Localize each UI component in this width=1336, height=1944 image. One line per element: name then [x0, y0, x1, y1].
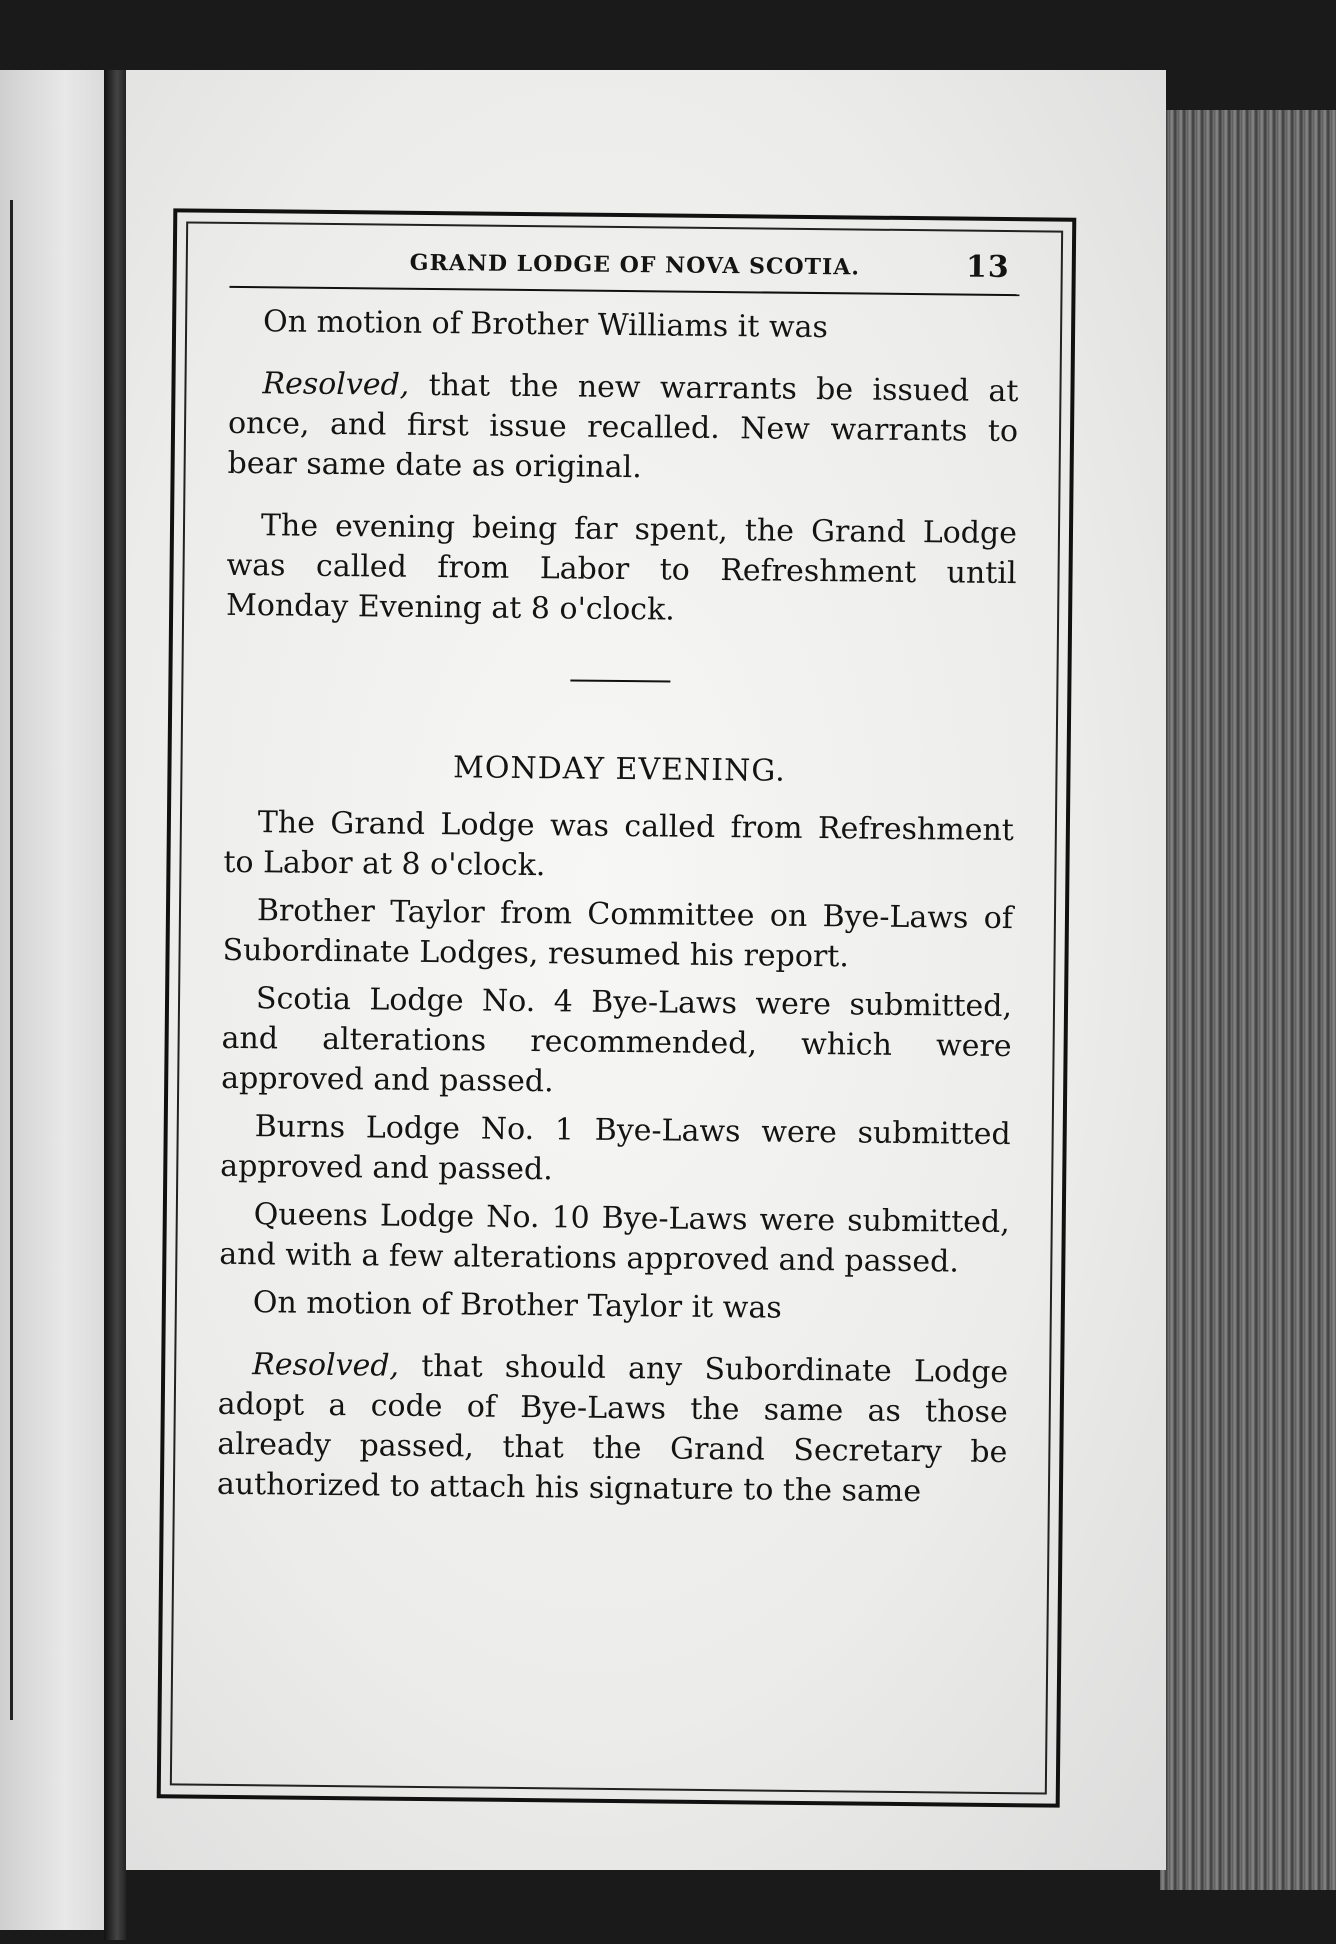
running-head-title: GRAND LODGE OF NOVA SCOTIA.	[409, 249, 861, 281]
page-number: 13	[965, 249, 1010, 286]
paragraph	[226, 506, 1017, 634]
header-rule	[229, 286, 1019, 296]
paragraph	[223, 803, 1014, 891]
paragraph-text: that the new warrants be issued at once, and first issue recalled. New warrants to bear same date as original.	[227, 367, 1019, 486]
paragraph-text: Scotia Lodge No. 4 Bye-Laws were submitted, and alterations recommended, which were approved and passed.	[221, 981, 1013, 1100]
paragraph-text: On motion of Brother Williams it was	[262, 304, 829, 346]
paragraph	[227, 364, 1018, 492]
facing-page-edge	[0, 70, 108, 1930]
paragraph	[219, 1195, 1010, 1283]
resolved-label: Resolved,	[252, 1347, 400, 1384]
resolved-label: Resolved,	[262, 366, 410, 403]
section-separator	[570, 679, 670, 682]
paragraph-text: Queens Lodge No. 10 Bye-Laws were submitted, and with a few alterations approved and passed.	[219, 1197, 1010, 1280]
paragraph	[217, 1345, 1009, 1513]
paragraph	[220, 1107, 1011, 1195]
running-head	[230, 236, 1020, 288]
page-content	[217, 236, 1020, 1535]
paragraph	[222, 891, 1013, 979]
paragraph-text: Burns Lodge No. 1 Bye-Laws were submitted approved and passed.	[220, 1109, 1011, 1188]
book-gutter	[104, 70, 126, 1940]
paragraph-text: Brother Taylor from Committee on Bye-Laws of Subordinate Lodges, resumed his report.	[222, 893, 1014, 975]
paragraph-text: On motion of Brother Taylor it was	[252, 1285, 782, 1326]
paragraph	[219, 1283, 1009, 1331]
paragraph-text: The evening being far spent, the Grand Lodge was called from Labor to Refreshment until Monday Evening at 8 o'clock.	[225, 508, 1018, 628]
paragraph-text: The Grand Lodge was called from Refreshment to Labor at 8 o'clock.	[223, 805, 1015, 884]
paragraph-text: that should any Subordinate Lodge adopt a code of Bye-Laws the same as those already passed, that the Grand Secretary be authorized to attach his signature to the same	[216, 1348, 1009, 1510]
facing-page-frame	[0, 200, 13, 1720]
paragraph	[221, 979, 1012, 1107]
paragraph	[229, 302, 1019, 350]
page-block-edges	[1160, 110, 1336, 1890]
section-heading: MONDAY EVENING.	[452, 750, 786, 789]
